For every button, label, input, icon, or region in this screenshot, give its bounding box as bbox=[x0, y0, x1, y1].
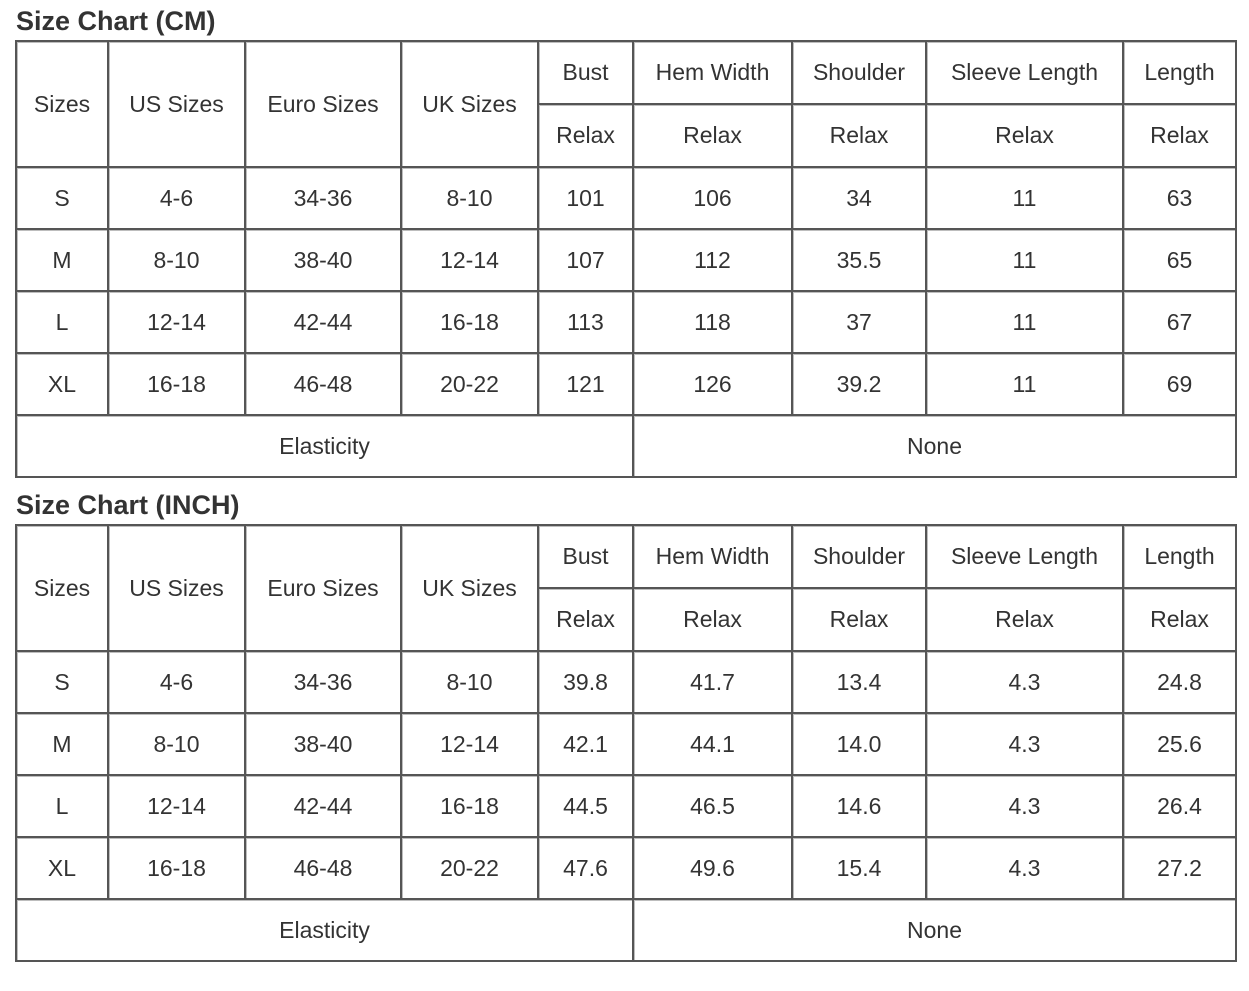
table-row bbox=[17, 292, 1237, 354]
cell-sleeve-length: 4.3 bbox=[927, 714, 1124, 776]
size-table-cm bbox=[15, 40, 1237, 478]
cell-size: M bbox=[17, 230, 109, 292]
fit-hem-width: Relax bbox=[634, 589, 793, 652]
header-sizes: Sizes bbox=[17, 526, 109, 652]
size-chart-cm bbox=[15, 4, 1235, 478]
cell-hem-width: 106 bbox=[634, 168, 793, 230]
cell-us: 4-6 bbox=[109, 168, 246, 230]
chart-title: Size Chart (INCH) bbox=[16, 490, 240, 520]
cell-hem-width: 118 bbox=[634, 292, 793, 354]
cell-length: 26.4 bbox=[1124, 776, 1237, 838]
cell-bust: 113 bbox=[539, 292, 634, 354]
cell-size: S bbox=[17, 168, 109, 230]
fit-sleeve-length: Relax bbox=[927, 589, 1124, 652]
cell-sleeve-length: 4.3 bbox=[927, 776, 1124, 838]
fit-length: Relax bbox=[1124, 589, 1237, 652]
cell-shoulder: 15.4 bbox=[793, 838, 927, 900]
cell-us: 12-14 bbox=[109, 776, 246, 838]
cell-euro: 46-48 bbox=[246, 354, 402, 416]
table-row bbox=[17, 838, 1237, 900]
cell-hem-width: 44.1 bbox=[634, 714, 793, 776]
cell-size: L bbox=[17, 776, 109, 838]
header-row bbox=[17, 42, 1237, 105]
elasticity-label: Elasticity bbox=[17, 416, 634, 478]
header-bust: Bust bbox=[539, 42, 634, 105]
header-bust: Bust bbox=[539, 526, 634, 589]
header-euro-sizes: Euro Sizes bbox=[246, 526, 402, 652]
header-hem-width: Hem Width bbox=[634, 526, 793, 589]
chart-title: Size Chart (CM) bbox=[16, 6, 216, 36]
header-euro-sizes: Euro Sizes bbox=[246, 42, 402, 168]
cell-size: XL bbox=[17, 354, 109, 416]
cell-bust: 39.8 bbox=[539, 652, 634, 714]
cell-length: 24.8 bbox=[1124, 652, 1237, 714]
cell-bust: 121 bbox=[539, 354, 634, 416]
cell-bust: 107 bbox=[539, 230, 634, 292]
header-length: Length bbox=[1124, 42, 1237, 105]
cell-uk: 8-10 bbox=[402, 652, 539, 714]
fit-shoulder: Relax bbox=[793, 589, 927, 652]
cell-uk: 12-14 bbox=[402, 230, 539, 292]
cell-bust: 47.6 bbox=[539, 838, 634, 900]
header-sizes: Sizes bbox=[17, 42, 109, 168]
header-hem-width: Hem Width bbox=[634, 42, 793, 105]
cell-euro: 38-40 bbox=[246, 230, 402, 292]
elasticity-value: None bbox=[634, 416, 1237, 478]
cell-sleeve-length: 4.3 bbox=[927, 652, 1124, 714]
cell-euro: 42-44 bbox=[246, 776, 402, 838]
cell-length: 69 bbox=[1124, 354, 1237, 416]
fit-bust: Relax bbox=[539, 589, 634, 652]
cell-length: 25.6 bbox=[1124, 714, 1237, 776]
cell-us: 16-18 bbox=[109, 354, 246, 416]
table-row bbox=[17, 168, 1237, 230]
cell-shoulder: 13.4 bbox=[793, 652, 927, 714]
cell-shoulder: 14.6 bbox=[793, 776, 927, 838]
header-sleeve-length: Sleeve Length bbox=[927, 42, 1124, 105]
table-row bbox=[17, 354, 1237, 416]
fit-bust: Relax bbox=[539, 105, 634, 168]
cell-euro: 42-44 bbox=[246, 292, 402, 354]
cell-us: 16-18 bbox=[109, 838, 246, 900]
header-uk-sizes: UK Sizes bbox=[402, 42, 539, 168]
fit-length: Relax bbox=[1124, 105, 1237, 168]
table-row bbox=[17, 230, 1237, 292]
cell-bust: 42.1 bbox=[539, 714, 634, 776]
cell-bust: 44.5 bbox=[539, 776, 634, 838]
table-row bbox=[17, 652, 1237, 714]
cell-uk: 12-14 bbox=[402, 714, 539, 776]
elasticity-row bbox=[17, 416, 1237, 478]
cell-length: 63 bbox=[1124, 168, 1237, 230]
cell-hem-width: 49.6 bbox=[634, 838, 793, 900]
header-sleeve-length: Sleeve Length bbox=[927, 526, 1124, 589]
cell-shoulder: 39.2 bbox=[793, 354, 927, 416]
fit-shoulder: Relax bbox=[793, 105, 927, 168]
cell-uk: 20-22 bbox=[402, 838, 539, 900]
cell-sleeve-length: 4.3 bbox=[927, 838, 1124, 900]
cell-shoulder: 37 bbox=[793, 292, 927, 354]
header-us-sizes: US Sizes bbox=[109, 42, 246, 168]
header-shoulder: Shoulder bbox=[793, 42, 927, 105]
cell-euro: 34-36 bbox=[246, 652, 402, 714]
cell-bust: 101 bbox=[539, 168, 634, 230]
cell-shoulder: 34 bbox=[793, 168, 927, 230]
cell-us: 8-10 bbox=[109, 230, 246, 292]
cell-sleeve-length: 11 bbox=[927, 292, 1124, 354]
cell-hem-width: 41.7 bbox=[634, 652, 793, 714]
cell-size: M bbox=[17, 714, 109, 776]
elasticity-value: None bbox=[634, 900, 1237, 962]
cell-sleeve-length: 11 bbox=[927, 168, 1124, 230]
header-us-sizes: US Sizes bbox=[109, 526, 246, 652]
cell-uk: 8-10 bbox=[402, 168, 539, 230]
elasticity-label: Elasticity bbox=[17, 900, 634, 962]
header-length: Length bbox=[1124, 526, 1237, 589]
cell-us: 4-6 bbox=[109, 652, 246, 714]
cell-uk: 16-18 bbox=[402, 292, 539, 354]
header-shoulder: Shoulder bbox=[793, 526, 927, 589]
cell-length: 27.2 bbox=[1124, 838, 1237, 900]
table-row bbox=[17, 776, 1237, 838]
cell-euro: 34-36 bbox=[246, 168, 402, 230]
header-row bbox=[17, 526, 1237, 589]
size-table-inch bbox=[15, 524, 1237, 962]
cell-sleeve-length: 11 bbox=[927, 354, 1124, 416]
table-row bbox=[17, 714, 1237, 776]
cell-size: L bbox=[17, 292, 109, 354]
cell-hem-width: 126 bbox=[634, 354, 793, 416]
fit-sleeve-length: Relax bbox=[927, 105, 1124, 168]
cell-size: S bbox=[17, 652, 109, 714]
cell-us: 8-10 bbox=[109, 714, 246, 776]
fit-hem-width: Relax bbox=[634, 105, 793, 168]
cell-hem-width: 46.5 bbox=[634, 776, 793, 838]
size-chart-inch bbox=[15, 488, 1235, 962]
cell-shoulder: 14.0 bbox=[793, 714, 927, 776]
cell-size: XL bbox=[17, 838, 109, 900]
cell-length: 67 bbox=[1124, 292, 1237, 354]
cell-shoulder: 35.5 bbox=[793, 230, 927, 292]
cell-hem-width: 112 bbox=[634, 230, 793, 292]
cell-us: 12-14 bbox=[109, 292, 246, 354]
cell-length: 65 bbox=[1124, 230, 1237, 292]
header-uk-sizes: UK Sizes bbox=[402, 526, 539, 652]
cell-sleeve-length: 11 bbox=[927, 230, 1124, 292]
cell-euro: 46-48 bbox=[246, 838, 402, 900]
elasticity-row bbox=[17, 900, 1237, 962]
cell-uk: 16-18 bbox=[402, 776, 539, 838]
cell-uk: 20-22 bbox=[402, 354, 539, 416]
cell-euro: 38-40 bbox=[246, 714, 402, 776]
